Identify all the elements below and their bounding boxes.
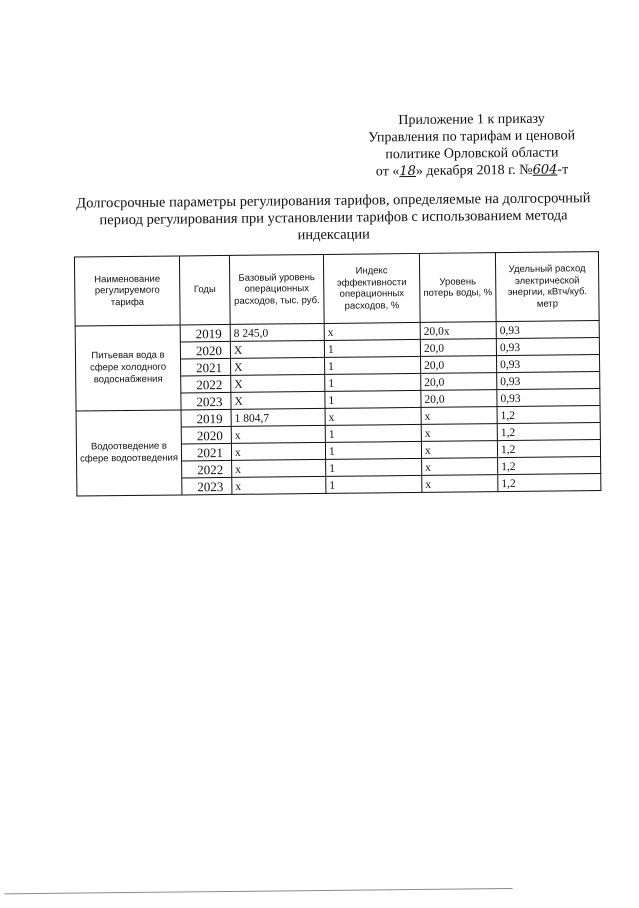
date-prefix: от « [375, 164, 400, 180]
date-middle: » декабря 2018 г. № [415, 162, 533, 179]
efficiency-cell: 1 [325, 424, 421, 442]
header-base-costs: Базовый уровень операционных расходов, тыс. руб. [229, 254, 324, 324]
year-cell: 2020 [181, 426, 231, 444]
loss-cell: 20,0 [421, 390, 497, 408]
base-cost-cell: Х [230, 340, 324, 358]
order-date-line [357, 161, 587, 180]
year-cell: 2019 [180, 324, 230, 342]
energy-cell: 0,93 [496, 355, 599, 373]
energy-cell: 1,2 [497, 406, 600, 424]
loss-cell: 20,0х [420, 322, 496, 340]
efficiency-cell: 1 [325, 390, 421, 408]
loss-cell: х [421, 407, 497, 425]
base-cost-cell: х [232, 459, 326, 477]
base-cost-cell: Х [231, 374, 325, 392]
header-line-2: Управления по тарифам и ценовой [368, 128, 576, 146]
loss-cell: 20,0 [420, 356, 496, 374]
efficiency-cell: 1 [326, 475, 422, 493]
handwritten-day: 18 [399, 163, 416, 180]
energy-cell: 1,2 [498, 457, 601, 475]
table-header-row [74, 252, 599, 326]
header-efficiency-index: Индекс эффективности операционных расходов, % [323, 253, 420, 323]
loss-cell: 20,0 [420, 339, 496, 357]
loss-cell: 20,0 [421, 373, 497, 391]
year-cell: 2019 [181, 409, 231, 427]
energy-cell: 1,2 [498, 474, 601, 492]
loss-cell: х [422, 475, 498, 493]
year-cell: 2021 [181, 443, 231, 461]
energy-cell: 0,93 [496, 321, 599, 339]
loss-cell: х [421, 441, 497, 459]
base-cost-cell: х [231, 442, 325, 460]
efficiency-cell: 1 [324, 339, 420, 357]
base-cost-cell: х [232, 476, 326, 494]
energy-cell: 0,93 [497, 389, 600, 407]
efficiency-cell: х [325, 407, 421, 425]
header-years: Годы [179, 255, 230, 325]
header-energy-consumption: Удельный расход электрической энергии, кВтч/куб. метр [495, 252, 599, 322]
scan-bottom-divider [5, 888, 513, 894]
energy-cell: 1,2 [497, 423, 600, 441]
base-cost-cell: Х [231, 357, 325, 375]
handwritten-order-number: 604 [532, 162, 558, 178]
efficiency-cell: 1 [325, 356, 421, 374]
tariff-name-cell: Водоотведение в сфере водоотведения [76, 410, 182, 496]
energy-cell: 0,93 [496, 338, 599, 356]
efficiency-cell: 1 [325, 441, 421, 459]
base-cost-cell: Х [231, 391, 325, 409]
energy-cell: 0,93 [497, 372, 600, 390]
year-cell: 2023 [182, 477, 232, 495]
tariff-parameters-table [74, 251, 601, 496]
year-cell: 2022 [181, 375, 231, 393]
base-cost-cell: 8 245,0 [230, 323, 324, 341]
year-cell: 2021 [181, 358, 231, 376]
header-water-loss: Уровень потерь воды, % [419, 253, 496, 323]
energy-cell: 1,2 [497, 440, 600, 458]
header-line-1: Приложение 1 к приказу [398, 111, 545, 129]
header-line-3: политике Орловской области [385, 145, 559, 163]
base-cost-cell: х [231, 425, 325, 443]
loss-cell: х [421, 424, 497, 442]
appendix-header [356, 110, 587, 180]
year-cell: 2020 [180, 341, 230, 359]
document-title: Долгосрочные параметры регулирования тарифов, определяемые на долгосрочный период регулирования при установлении тарифов с использованием метода индексации [76, 190, 591, 244]
tariff-name-cell: Питьевая вода в сфере холодного водоснабжения [75, 325, 181, 411]
number-suffix: -т [557, 162, 569, 178]
efficiency-cell: 1 [325, 373, 421, 391]
efficiency-cell: 1 [326, 458, 422, 476]
year-cell: 2023 [181, 392, 231, 410]
loss-cell: х [422, 458, 498, 476]
base-cost-cell: 1 804,7 [231, 408, 325, 426]
year-cell: 2022 [182, 460, 232, 478]
efficiency-cell: х [324, 322, 420, 340]
header-tariff-name: Наименование регулируемого тарифа [74, 256, 180, 326]
